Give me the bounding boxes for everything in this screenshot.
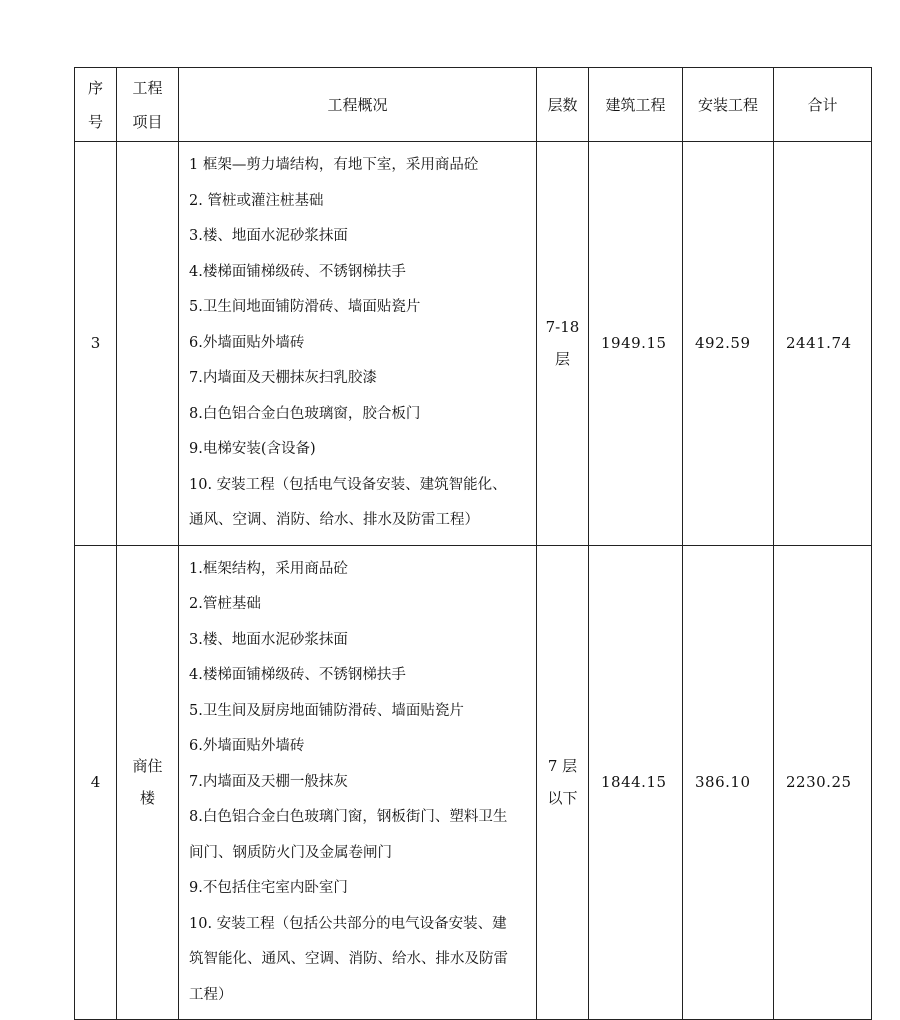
header-index-line-1: 序 [87, 78, 103, 97]
header-overview: 工程概况 [179, 68, 537, 142]
cell-construction: 1949.15 [589, 142, 683, 546]
overview-line: 10. 安装工程（包括电气设备安装、建筑智能化、 [189, 476, 507, 493]
overview-line: 6.外墙面贴外墙砖 [189, 738, 305, 754]
overview-line: 1 框架—剪力墙结构，有地下室，采用商品砼 [189, 157, 479, 173]
cell-floors-line-2: 层 [554, 350, 570, 369]
overview-line: 10. 安装工程（包括公共部分的电气设备安装、建 [189, 915, 507, 932]
overview-line: 3.楼、地面水泥砂浆抹面 [189, 631, 348, 648]
overview-line: 5.卫生间及厨房地面铺防滑砖、墙面贴瓷片 [189, 702, 464, 719]
overview-line: 5.卫生间地面铺防滑砖、墙面贴瓷片 [189, 299, 421, 315]
overview-line: 4.楼梯面铺梯级砖、不锈钢梯扶手 [189, 263, 406, 280]
overview-line: 6.外墙面贴外墙砖 [189, 334, 305, 351]
header-row [75, 68, 872, 142]
cell-total: 2441.74 [774, 142, 872, 546]
overview-line: 9.电梯安装(含设备) [189, 441, 316, 457]
cell-floors [537, 142, 589, 546]
overview-line: 7.内墙面及天棚一般抹灰 [189, 773, 348, 790]
table-row [75, 545, 872, 1020]
cell-total: 2230.25 [774, 545, 872, 1020]
cell-index: 3 [75, 142, 117, 546]
overview-line: 筑智能化、通风、空调、消防、给水、排水及防雷 [189, 951, 508, 967]
overview-line: 2.管桩基础 [189, 596, 261, 612]
project-cost-table [74, 67, 872, 1020]
cell-installation: 492.59 [683, 142, 774, 546]
cell-installation: 386.10 [683, 545, 774, 1020]
overview-line: 7.内墙面及天棚抹灰扫乳胶漆 [189, 370, 377, 386]
header-project-line-2: 项目 [132, 112, 163, 131]
header-project-line-1: 工程 [132, 78, 163, 97]
overview-line: 3.楼、地面水泥砂浆抹面 [189, 228, 348, 244]
overview-line: 2. 管桩或灌注桩基础 [189, 192, 324, 209]
overview-line: 4.楼梯面铺梯级砖、不锈钢梯扶手 [189, 667, 406, 683]
header-installation: 安装工程 [683, 68, 774, 142]
overview-line: 9.不包括住宅室内卧室门 [189, 880, 348, 896]
overview-line: 1.框架结构，采用商品砼 [189, 560, 348, 577]
cell-project [117, 142, 179, 546]
overview-line: 8.白色铝合金白色玻璃窗，胶合板门 [189, 405, 421, 422]
overview-line: 8.白色铝合金白色玻璃门窗，钢板街门、塑料卫生 [189, 809, 508, 825]
header-project [117, 68, 179, 142]
header-construction: 建筑工程 [589, 68, 683, 142]
cell-floors-line-1: 7-18 [545, 318, 580, 337]
cell-construction: 1844.15 [589, 545, 683, 1020]
cell-floors-line-1: 7 层 [547, 757, 578, 776]
cell-floors-line-2: 以下 [547, 789, 578, 808]
cell-index: 4 [75, 545, 117, 1020]
cell-overview [179, 142, 537, 546]
header-index [75, 68, 117, 142]
cell-project-line-1: 商住 [132, 757, 163, 776]
header-floors: 层数 [537, 68, 589, 142]
overview-line: 工程） [189, 986, 233, 1003]
cell-floors [537, 545, 589, 1020]
overview-line: 通风、空调、消防、给水、排水及防雷工程） [189, 512, 479, 528]
table-row [75, 142, 872, 546]
cell-project-line-2: 楼 [139, 789, 155, 808]
cell-overview [179, 545, 537, 1020]
overview-line: 间门、钢质防火门及金属卷闸门 [189, 844, 392, 861]
cell-project [117, 545, 179, 1020]
header-index-line-2: 号 [87, 112, 103, 131]
header-total: 合计 [774, 68, 872, 142]
